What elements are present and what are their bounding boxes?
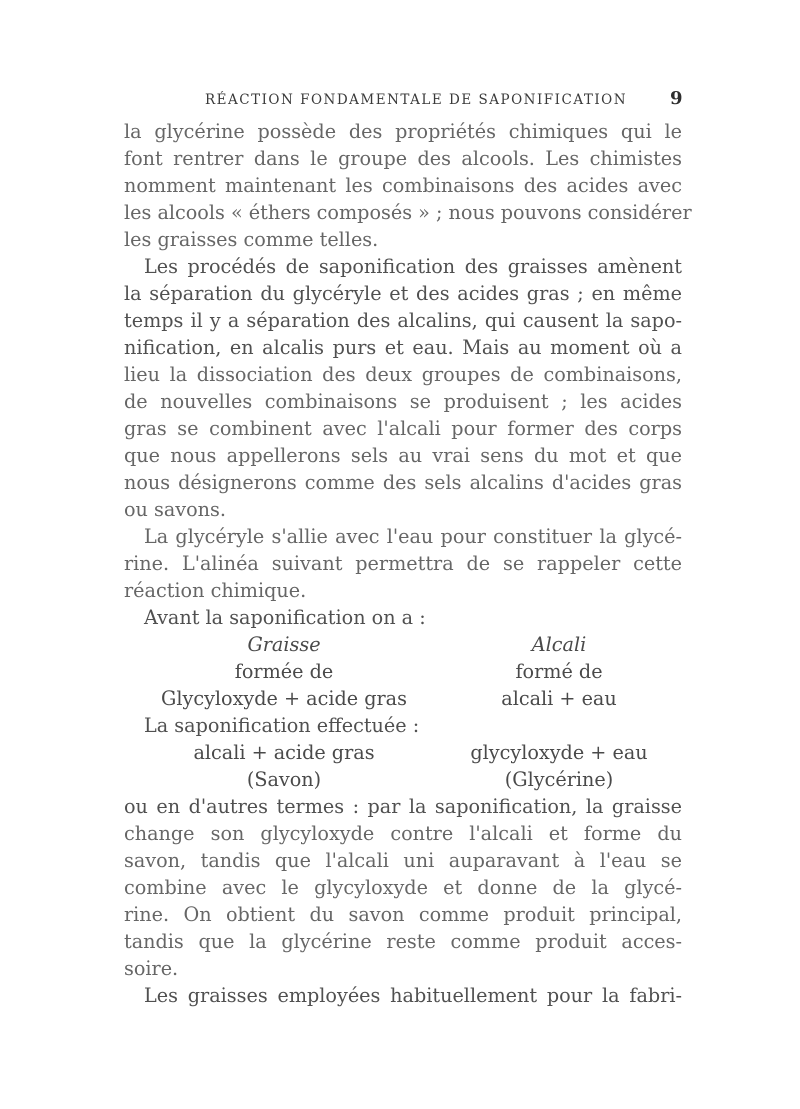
- scheme-row: [124, 658, 682, 685]
- page-number: 9: [670, 88, 683, 109]
- scheme-after-label: La saponification effectuée :: [144, 714, 420, 737]
- text-line: temps il y a séparation des alcalins, qui causent la sapo-: [124, 309, 682, 332]
- paragraph-5: [124, 982, 682, 1009]
- text-line: ou savons.: [124, 498, 226, 521]
- paragraph-2: [124, 253, 682, 523]
- text-line: les graisses comme telles.: [124, 228, 379, 251]
- text-line: nomment maintenant les combinaisons des acides avec: [124, 174, 682, 197]
- scheme-cell-right: glycyloxyde + eau: [470, 741, 648, 764]
- text-line: combine avec le glycyloxyde et donne de la glycé-: [124, 876, 682, 899]
- body-text: [124, 118, 692, 1009]
- text-line: La glycéryle s'allie avec l'eau pour constituer la glycé-: [144, 525, 682, 548]
- scheme-cell-right: alcali + eau: [501, 687, 617, 710]
- text-line: de nouvelles combinaisons se produisent ; les acides: [124, 390, 682, 413]
- text-line: rine. On obtient du savon comme produit principal,: [124, 903, 682, 926]
- scheme-cell-right: (Glycérine): [504, 768, 614, 791]
- text-line: réaction chimique.: [124, 579, 307, 602]
- scheme-cell-left: (Savon): [246, 768, 322, 791]
- text-line: ou en d'autres termes : par la saponification, la graisse: [124, 795, 682, 818]
- paragraph-4: [124, 793, 682, 982]
- text-line: Les graisses employées habituellement pour la fabri-: [144, 984, 682, 1007]
- scheme-row: [124, 631, 682, 658]
- paragraph-3: [124, 523, 682, 604]
- text-line: Les procédés de saponification des graisses amènent: [144, 255, 682, 278]
- scheme-cell-left: alcali + acide gras: [193, 741, 375, 764]
- text-line: change son glycyloxyde contre l'alcali et forme du: [124, 822, 682, 845]
- scheme-cell-right: formé de: [515, 660, 603, 683]
- text-line: gras se combinent avec l'alcali pour former des corps: [124, 417, 682, 440]
- scheme-cell-left: Glycyloxyde + acide gras: [161, 687, 407, 710]
- scheme-row: [124, 766, 682, 793]
- scheme-row: [124, 685, 682, 712]
- text-line: la glycérine possède des propriétés chimiques qui le: [124, 120, 682, 143]
- text-line: lieu la dissociation des deux groupes de combinaisons,: [124, 363, 682, 386]
- scheme-row: [124, 739, 682, 766]
- text-line: soire.: [124, 957, 179, 980]
- paragraph-1: [124, 118, 692, 253]
- text-line: rine. L'alinéa suivant permettra de se rappeler cette: [124, 552, 682, 575]
- running-head: RÉACTION FONDAMENTALE DE SAPONIFICATION: [205, 92, 628, 108]
- text-line: nous désignerons comme des sels alcalins d'acides gras: [124, 471, 682, 494]
- text-line: la séparation du glycéryle et des acides gras ; en même: [124, 282, 682, 305]
- text-line: nification, en alcalis purs et eau. Mais au moment où a: [124, 336, 682, 359]
- scheme-intro: Avant la saponification on a :: [144, 606, 426, 629]
- saponification-scheme: [124, 604, 682, 793]
- text-line: savon, tandis que l'alcali uni auparavant à l'eau se: [124, 849, 682, 872]
- scheme-cell-right: Alcali: [531, 633, 587, 656]
- text-line: tandis que la glycérine reste comme produit acces-: [124, 930, 682, 953]
- text-line: les alcools « éthers composés » ; nous pouvons considérer: [124, 201, 692, 224]
- scheme-cell-left: formée de: [234, 660, 334, 683]
- text-line: que nous appellerons sels au vrai sens du mot et que: [124, 444, 682, 467]
- scheme-cell-left: Graisse: [247, 633, 321, 656]
- text-line: font rentrer dans le groupe des alcools. Les chimistes: [124, 147, 682, 170]
